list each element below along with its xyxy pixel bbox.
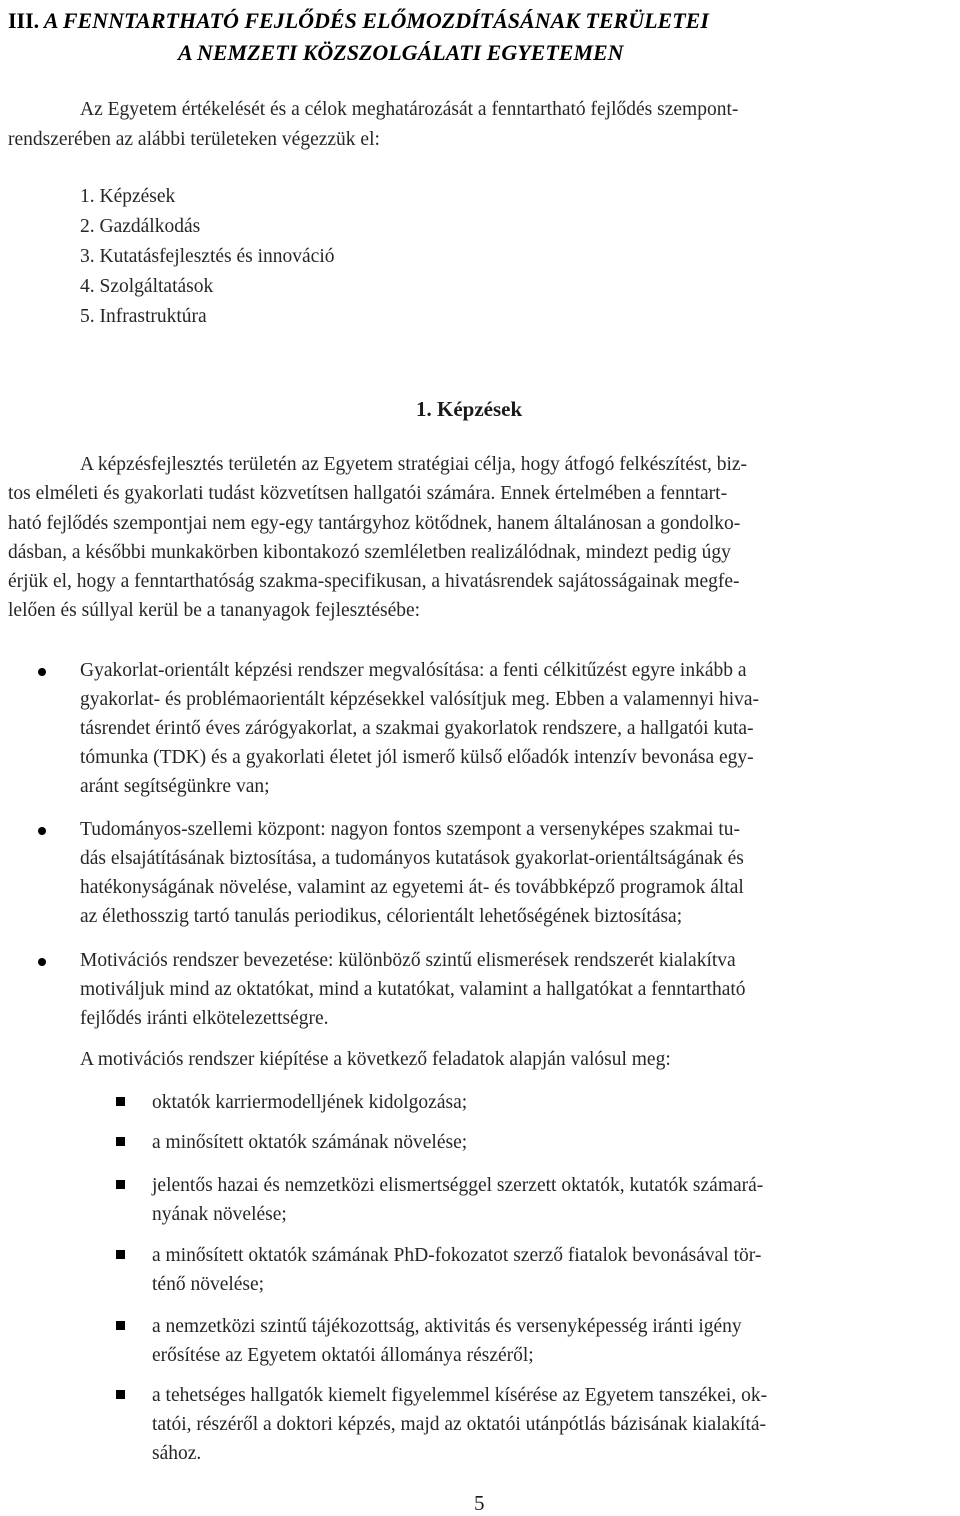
bullet-line: tómunka (TDK) és a gyakorlati életet jól ismerő külső előadók intenzív bevonása egy- [80,747,754,768]
task-line: nyának növelése; [152,1204,287,1225]
bullet-line: Tudományos-szellemi központ: nagyon fontos szempont a versenyképes szakmai tu- [80,819,740,840]
task-line: oktatók karriermodelljének kidolgozása; [152,1092,468,1113]
bullet-line: Gyakorlat-orientált képzési rendszer megvalósítása: a fenti célkitűzést egyre inkább a [80,660,747,681]
bullet-line: hatékonyságának növelése, valamint az egyetemi át- és továbbképző programok által [80,877,744,898]
bullet-line: motiváljuk mind az oktatókat, mind a kutatókat, valamint a hallgatókat a fenntartható [80,979,746,1000]
square-bullet-icon [116,1180,125,1189]
paragraph-line: érjük el, hogy a fenntarthatóság szakma-specifikusan, a hivatásrendek sajátosságainak megfe- [8,571,740,592]
paragraph-line: dásban, a későbbi munkakörben kibontakozó szemléletben realizálódnak, mindezt pedig úgy [8,542,731,563]
area-list-item: 1. Képzések [80,186,176,207]
square-bullet-icon [116,1250,125,1259]
intro-line: rendszerében az alábbi területeken végezzük el: [8,129,380,150]
task-line: a nemzetközi szintű tájékozottság, aktivitás és versenyképesség iránti igény [152,1316,742,1337]
square-bullet-icon [116,1137,125,1146]
bullet-line: aránt segítségünkre van; [80,776,270,797]
bullet-dot-icon [38,958,46,966]
paragraph-line: A képzésfejlesztés területén az Egyetem stratégiai célja, hogy átfogó felkészítést, biz- [80,454,748,475]
paragraph-line: tos elméleti és gyakorlati tudást közvetítsen hallgatói számára. Ennek értelmében a fenntart- [8,483,728,504]
task-line: a minősített oktatók számának PhD-fokozatot szerző fiatalok bevonásával tör- [152,1245,762,1266]
bullet-line: dás elsajátításának biztosítása, a tudományos kutatások gyakorlat-orientáltságának és [80,848,744,869]
task-line: a minősített oktatók számának növelése; [152,1132,468,1153]
square-bullet-icon [116,1390,125,1399]
bullet-dot-icon [38,668,46,676]
square-bullet-icon [116,1097,125,1106]
task-line: sához. [152,1443,202,1464]
heading-line-1: III. A FENNTARTHATÓ FEJLŐDÉS ELŐMOZDÍTÁSÁNAK TERÜLETEI [8,8,709,33]
bullet-line: tásrendet érintő éves zárógyakorlat, a szakmai gyakorlatok rendszere, a hallgatói kuta- [80,718,754,739]
bullet-line: fejlődés iránti elkötelezettségre. [80,1008,329,1029]
motivation-intro: A motivációs rendszer kiépítése a következő feladatok alapján valósul meg: [80,1049,671,1070]
intro-line: Az Egyetem értékelését és a célok meghatározását a fenntartható fejlődés szempont- [80,99,739,120]
paragraph-line: ható fejlődés szempontjai nem egy-egy tantárgyhoz kötődnek, hanem általánosan a gondolko- [8,513,741,534]
task-line: jelentős hazai és nemzetközi elismertséggel szerzett oktatók, kutatók számará- [152,1175,764,1196]
heading-line-2: A NEMZETI KÖZSZOLGÁLATI EGYETEMEN [178,40,624,65]
bullet-dot-icon [38,827,46,835]
page-number: 5 [474,1491,485,1515]
area-list-item: 3. Kutatásfejlesztés és innováció [80,246,335,267]
bullet-line: Motivációs rendszer bevezetése: különböző szintű elismerések rendszerét kialakítva [80,950,736,971]
bullet-line: az élethosszig tartó tanulás periodikus, célorientált lehetőségének biztosítása; [80,906,683,927]
area-list-item: 4. Szolgáltatások [80,276,214,297]
paragraph-line: lelően és súllyal kerül be a tananyagok fejlesztésébe: [8,600,421,621]
area-list-item: 5. Infrastruktúra [80,306,207,327]
task-line: erősítése az Egyetem oktatói állománya részéről; [152,1345,534,1366]
square-bullet-icon [116,1321,125,1330]
task-line: tatói, részéről a doktori képzés, majd az oktatói utánpótlás bázisának kialakítá- [152,1414,767,1435]
task-line: ténő növelése; [152,1274,265,1295]
area-list-item: 2. Gazdálkodás [80,216,201,237]
section-title: 1. Képzések [416,397,523,421]
task-line: a tehetséges hallgatók kiemelt figyelemmel kísérése az Egyetem tanszékei, ok- [152,1385,768,1406]
bullet-line: gyakorlat- és problémaorientált képzésekkel valósítjuk meg. Ebben a valamennyi hiva- [80,689,760,710]
